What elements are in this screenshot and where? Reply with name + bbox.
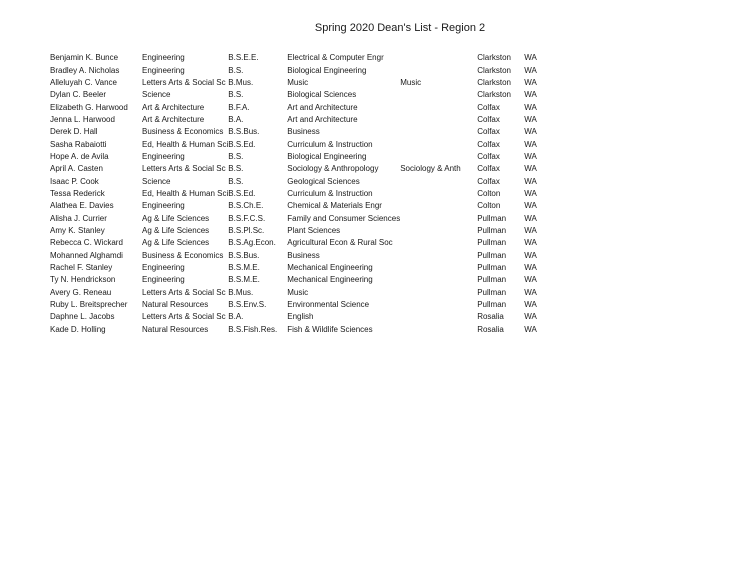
second-major-cell (400, 311, 477, 323)
student-name-cell: Rebecca C. Wickard (50, 238, 123, 248)
state-cell: WA (524, 263, 537, 273)
page-title: Spring 2020 Dean's List - Region 2 (314, 22, 486, 34)
major-cell: Family and Consumer Sciences (287, 213, 401, 223)
state-cell: WA (524, 127, 537, 137)
major-cell: Chemical & Materials Engr (287, 201, 382, 211)
state-cell: WA (524, 65, 537, 75)
major-cell: Geological Sciences (287, 176, 360, 186)
major-cell: Curriculum & Instruction (287, 188, 373, 198)
table-row (50, 237, 554, 249)
student-name-cell: Daphne L. Jacobs (50, 312, 115, 322)
major-cell: Music (287, 77, 309, 87)
major-cell: Fish & Wildlife Sciences (287, 324, 373, 334)
degree-cell: B.S. (228, 151, 244, 161)
major-cell: Agricultural Econ & Rural Soc (287, 238, 393, 248)
college-cell: Science (142, 176, 171, 186)
college-cell: Ag & Life Sciences (142, 225, 210, 235)
second-major-cell: Sociology & Anth (400, 164, 461, 174)
degree-cell: B.S.Pl.Sc. (228, 225, 265, 235)
state-cell: WA (524, 53, 537, 63)
major-cell: Music (287, 287, 309, 297)
college-cell: Science (142, 90, 171, 100)
city-cell: Colfax (477, 127, 500, 137)
city-cell: Pullman (477, 300, 507, 310)
student-name-cell: Rachel F. Stanley (50, 263, 113, 273)
city-cell: Pullman (477, 275, 507, 285)
city-cell: Rosalia (477, 312, 504, 322)
college-cell: Letters Arts & Social Sc (142, 77, 226, 87)
second-major-cell (400, 114, 477, 126)
table-row (50, 212, 554, 224)
student-name-cell: Tessa Rederick (50, 188, 105, 198)
major-cell: Electrical & Computer Engr (287, 53, 384, 63)
student-name-cell: Kade D. Holling (50, 324, 106, 334)
degree-cell: B.S.Ed. (228, 139, 256, 149)
degree-cell: B.S.Bus. (228, 127, 260, 137)
city-cell: Colfax (477, 114, 500, 124)
city-cell: Clarkston (477, 90, 511, 100)
state-cell: WA (524, 102, 537, 112)
degree-cell: B.S.M.E. (228, 263, 260, 273)
city-cell: Colfax (477, 102, 500, 112)
student-name-cell: Elizabeth G. Harwood (50, 102, 128, 112)
state-cell: WA (524, 250, 537, 260)
major-cell: Business (287, 127, 320, 137)
college-cell: Ed, Health & Human Sci (142, 139, 229, 149)
table-row (50, 175, 554, 187)
state-cell: WA (524, 139, 537, 149)
student-name-cell: Avery G. Reneau (50, 287, 112, 297)
table-row (50, 89, 554, 101)
major-cell: Mechanical Engineering (287, 263, 373, 273)
city-cell: Pullman (477, 287, 507, 297)
table-row (50, 52, 554, 64)
state-cell: WA (524, 201, 537, 211)
city-cell: Clarkston (477, 77, 511, 87)
second-major-cell (400, 175, 477, 187)
state-cell: WA (524, 312, 537, 322)
state-cell: WA (524, 77, 537, 87)
city-cell: Colton (477, 201, 501, 211)
major-cell: Mechanical Engineering (287, 275, 373, 285)
degree-cell: B.S.Ag.Econ. (228, 238, 276, 248)
city-cell: Pullman (477, 238, 507, 248)
major-cell: Plant Sciences (287, 225, 341, 235)
degree-cell: B.F.A. (228, 102, 250, 112)
city-cell: Clarkston (477, 65, 511, 75)
degree-cell: B.S.Env.S. (228, 300, 267, 310)
deans-list-body (50, 52, 554, 336)
table-row (50, 274, 554, 286)
city-cell: Colfax (477, 164, 500, 174)
student-name-cell: Derek D. Hall (50, 127, 98, 137)
second-major-cell (400, 324, 477, 336)
state-cell: WA (524, 275, 537, 285)
college-cell: Engineering (142, 263, 185, 273)
state-cell: WA (524, 287, 537, 297)
second-major-cell (400, 126, 477, 138)
table-row (50, 114, 554, 126)
second-major-cell (400, 64, 477, 76)
state-cell: WA (524, 90, 537, 100)
state-cell: WA (524, 238, 537, 248)
state-cell: WA (524, 300, 537, 310)
degree-cell: B.S.E.E. (228, 53, 259, 63)
college-cell: Art & Architecture (142, 102, 205, 112)
degree-cell: B.S. (228, 176, 244, 186)
college-cell: Ed, Health & Human Sci (142, 188, 229, 198)
table-row (50, 324, 554, 336)
student-name-cell: Jenna L. Harwood (50, 114, 115, 124)
degree-cell: B.S.Fish.Res. (228, 324, 278, 334)
table-row (50, 188, 554, 200)
student-name-cell: April A. Casten (50, 164, 103, 174)
college-cell: Letters Arts & Social Sc (142, 312, 226, 322)
degree-cell: B.S. (228, 65, 244, 75)
college-cell: Ag & Life Sciences (142, 213, 210, 223)
second-major-cell (400, 101, 477, 113)
table-row (50, 138, 554, 150)
table-row (50, 200, 554, 212)
city-cell: Colfax (477, 139, 500, 149)
city-cell: Pullman (477, 250, 507, 260)
city-cell: Clarkston (477, 53, 511, 63)
degree-cell: B.A. (228, 312, 244, 322)
second-major-cell (400, 89, 477, 101)
college-cell: Art & Architecture (142, 114, 205, 124)
second-major-cell (400, 188, 477, 200)
second-major-cell (400, 200, 477, 212)
table-row (50, 287, 554, 299)
degree-cell: B.A. (228, 114, 244, 124)
second-major-cell (400, 225, 477, 237)
table-row (50, 101, 554, 113)
college-cell: Natural Resources (142, 324, 209, 334)
student-name-cell: Alleluyah C. Vance (50, 77, 117, 87)
college-cell: Letters Arts & Social Sc (142, 164, 226, 174)
student-name-cell: Isaac P. Cook (50, 176, 99, 186)
second-major-cell (400, 52, 477, 64)
student-name-cell: Mohanned Alghamdi (50, 250, 123, 260)
student-name-cell: Alisha J. Currier (50, 213, 107, 223)
degree-cell: B.S.F.C.S. (228, 213, 266, 223)
college-cell: Engineering (142, 53, 185, 63)
city-cell: Colfax (477, 176, 500, 186)
city-cell: Rosalia (477, 324, 504, 334)
city-cell: Pullman (477, 225, 507, 235)
major-cell: Environmental Science (287, 300, 370, 310)
state-cell: WA (524, 225, 537, 235)
second-major-cell (400, 237, 477, 249)
student-name-cell: Bradley A. Nicholas (50, 65, 120, 75)
student-name-cell: Sasha Rabaiotti (50, 139, 107, 149)
city-cell: Pullman (477, 213, 507, 223)
second-major-cell (400, 287, 477, 299)
degree-cell: B.S. (228, 164, 244, 174)
student-name-cell: Dylan C. Beeler (50, 90, 107, 100)
degree-cell: B.Mus. (228, 287, 254, 297)
second-major-cell (400, 262, 477, 274)
degree-cell: B.S. (228, 90, 244, 100)
second-major-cell (400, 151, 477, 163)
second-major-cell: Music (400, 77, 422, 87)
state-cell: WA (524, 151, 537, 161)
city-cell: Colfax (477, 151, 500, 161)
major-cell: Business (287, 250, 320, 260)
table-row (50, 262, 554, 274)
table-row (50, 250, 554, 262)
table-row (50, 64, 554, 76)
student-name-cell: Ty N. Hendrickson (50, 275, 116, 285)
state-cell: WA (524, 164, 537, 174)
second-major-cell (400, 299, 477, 311)
second-major-cell (400, 274, 477, 286)
second-major-cell (400, 212, 477, 224)
college-cell: Engineering (142, 275, 185, 285)
degree-cell: B.S.M.E. (228, 275, 260, 285)
college-cell: Letters Arts & Social Sc (142, 287, 226, 297)
college-cell: Engineering (142, 201, 185, 211)
city-cell: Pullman (477, 263, 507, 273)
student-name-cell: Benjamin K. Bunce (50, 53, 119, 63)
second-major-cell (400, 138, 477, 150)
student-name-cell: Alathea E. Davies (50, 201, 114, 211)
major-cell: Biological Sciences (287, 90, 357, 100)
table-row (50, 311, 554, 323)
degree-cell: B.S.Bus. (228, 250, 260, 260)
degree-cell: B.Mus. (228, 77, 254, 87)
deans-list-table (50, 52, 554, 336)
major-cell: English (287, 312, 314, 322)
major-cell: Art and Architecture (287, 114, 358, 124)
state-cell: WA (524, 213, 537, 223)
college-cell: Business & Economics (142, 127, 224, 137)
second-major-cell (400, 250, 477, 262)
college-cell: Natural Resources (142, 300, 209, 310)
table-row (50, 126, 554, 138)
major-cell: Art and Architecture (287, 102, 358, 112)
table-row (50, 163, 554, 175)
college-cell: Ag & Life Sciences (142, 238, 210, 248)
degree-cell: B.S.Ch.E. (228, 201, 264, 211)
table-row (50, 299, 554, 311)
state-cell: WA (524, 188, 537, 198)
state-cell: WA (524, 114, 537, 124)
state-cell: WA (524, 324, 537, 334)
student-name-cell: Ruby L. Breitsprecher (50, 300, 128, 310)
major-cell: Biological Engineering (287, 65, 367, 75)
major-cell: Curriculum & Instruction (287, 139, 373, 149)
college-cell: Business & Economics (142, 250, 224, 260)
table-row (50, 77, 554, 89)
student-name-cell: Amy K. Stanley (50, 225, 105, 235)
major-cell: Sociology & Anthropology (287, 164, 379, 174)
college-cell: Engineering (142, 151, 185, 161)
table-row (50, 151, 554, 163)
table-row (50, 225, 554, 237)
major-cell: Biological Engineering (287, 151, 367, 161)
city-cell: Colton (477, 188, 501, 198)
degree-cell: B.S.Ed. (228, 188, 256, 198)
student-name-cell: Hope A. de Avila (50, 151, 109, 161)
state-cell: WA (524, 176, 537, 186)
college-cell: Engineering (142, 65, 185, 75)
